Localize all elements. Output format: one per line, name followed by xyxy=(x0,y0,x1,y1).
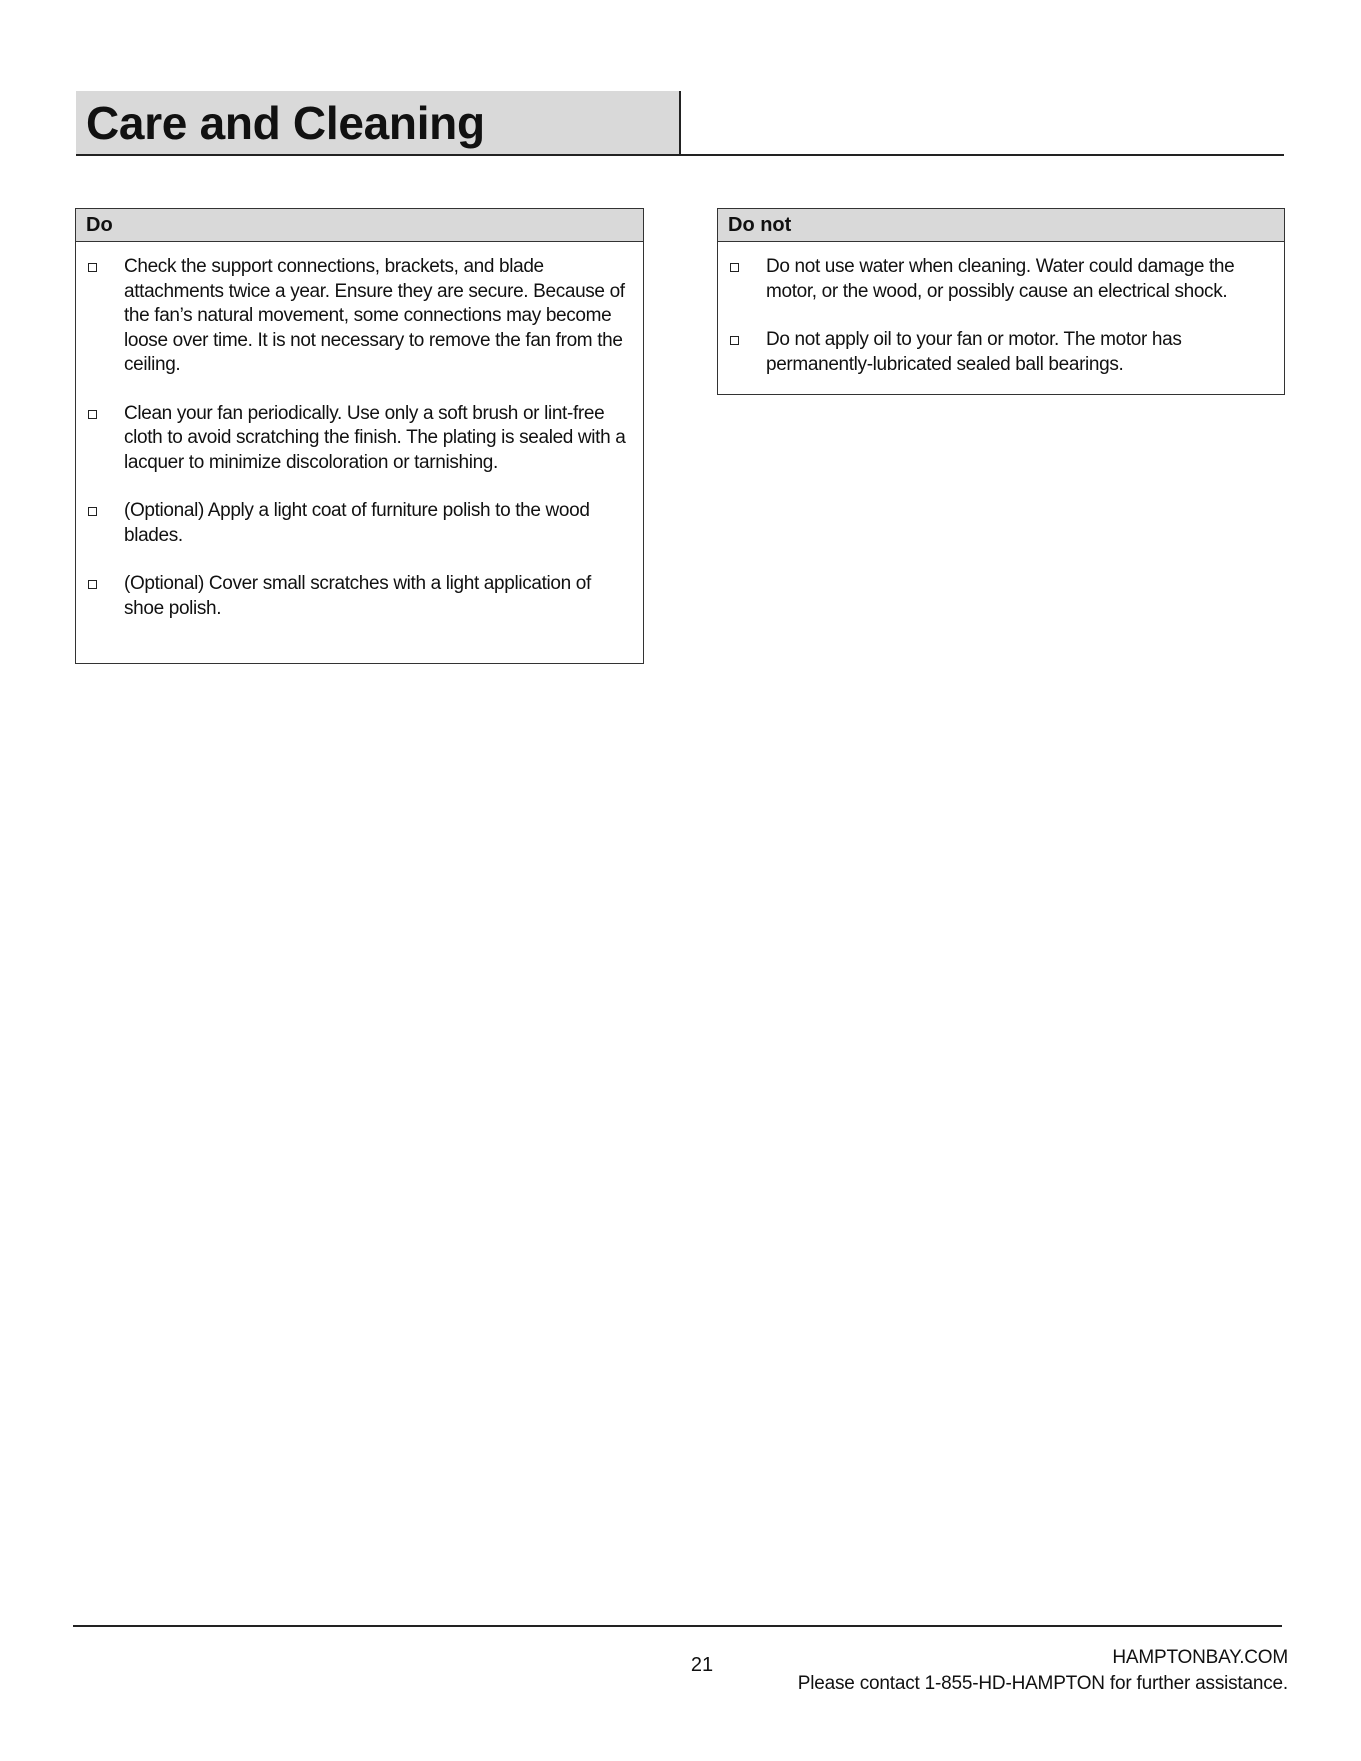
footer-rule xyxy=(73,1625,1282,1627)
do-not-panel-heading: Do not xyxy=(718,209,1284,242)
do-item-text: Clean your fan periodically. Use only a soft brush or lint-free cloth to avoid scratching the finish. The plating is sealed with a lacquer to minimize discoloration or tarnishing. xyxy=(124,402,626,473)
do-not-item-list xyxy=(718,242,1284,377)
do-not-item-text: Do not use water when cleaning. Water could damage the motor, or the wood, or possibly cause an electrical shock. xyxy=(766,256,1235,302)
footer-contact-block xyxy=(798,1645,1288,1697)
title-divider xyxy=(679,91,681,156)
do-item-text: Check the support connections, brackets, and blade attachments twice a year. Ensure they are secure. Because of the fan’s natural movement, some connections may become loose over time. It is not necessary to remove the fan from the ceiling. xyxy=(124,256,625,375)
do-item-text: (Optional) Cover small scratches with a light application of shoe polish. xyxy=(124,573,591,619)
page-number: 21 xyxy=(690,1654,714,1676)
do-item-list xyxy=(76,242,643,621)
do-item-clean-fan xyxy=(76,402,627,476)
do-not-item-water xyxy=(718,255,1268,304)
checkbox-square-icon xyxy=(730,336,739,345)
footer-contact-line: Please contact 1-855-HD-HAMPTON for further assistance. xyxy=(797,1673,1288,1694)
do-panel xyxy=(75,208,644,664)
page-title: Care and Cleaning xyxy=(86,97,485,149)
do-not-item-text: Do not apply oil to your fan or motor. The motor has permanently-lubricated sealed ball bearings. xyxy=(766,329,1182,375)
checkbox-square-icon xyxy=(730,263,739,272)
do-item-shoe-polish xyxy=(76,572,627,621)
header-rule xyxy=(76,154,1284,156)
do-not-item-oil xyxy=(718,328,1268,377)
do-not-panel xyxy=(717,208,1285,395)
checkbox-square-icon xyxy=(88,507,97,516)
do-item-support-connections xyxy=(76,255,627,378)
do-panel-heading: Do xyxy=(76,209,643,242)
checkbox-square-icon xyxy=(88,263,97,272)
checkbox-square-icon xyxy=(88,410,97,419)
footer-website: HAMPTONBAY.COM xyxy=(1112,1647,1288,1668)
checkbox-square-icon xyxy=(88,580,97,589)
do-item-furniture-polish xyxy=(76,499,627,548)
do-item-text: (Optional) Apply a light coat of furniture polish to the wood blades. xyxy=(124,500,590,546)
